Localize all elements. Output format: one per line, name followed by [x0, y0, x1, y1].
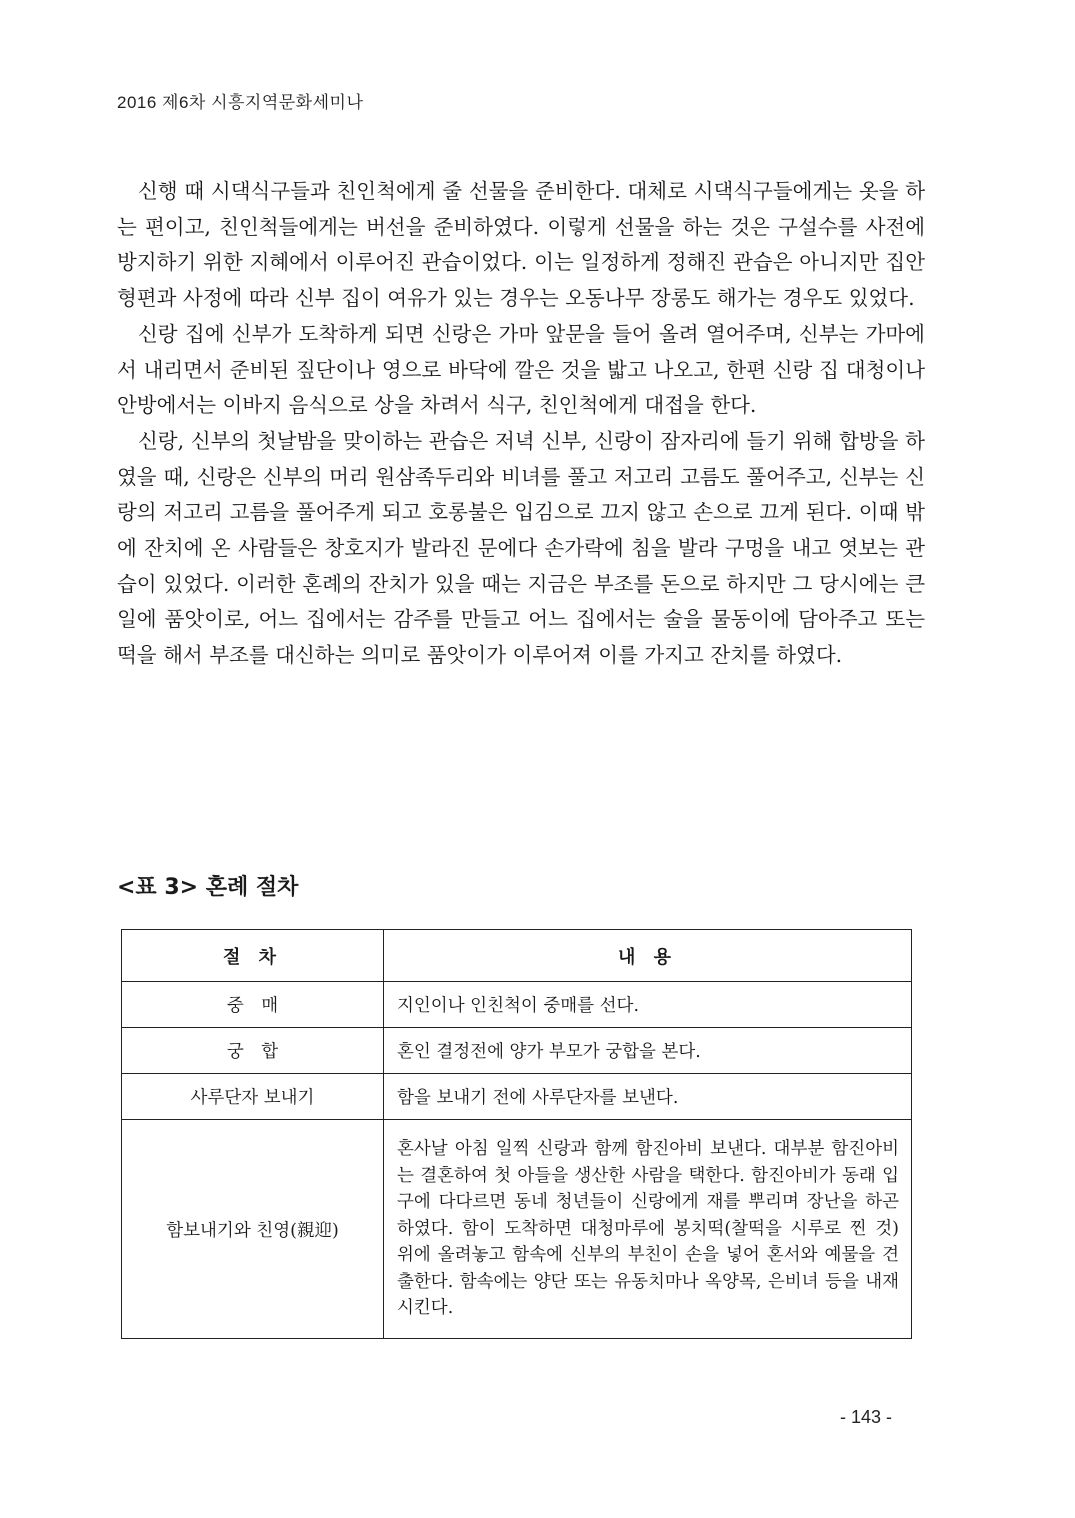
table-title: <표 3> 혼례 절차	[117, 875, 299, 900]
paragraph-gift-preparation: 신행 때 시댁식구들과 친인척에게 줄 선물을 준비한다. 대체로 시댁식구들에게는 옷을 하는 편이고, 친인척들에게는 버선을 준비하였다. 이렇게 선물을 하는 것은 구설수를 사전에 방지하기 위한 지혜에서 이루어진 관습이었다. 이는 일정하게 정해진 관습은 아니지만 집안형편과 사정에 따라 신부 집이 여유가 있는 경우는 오동나무 장롱도 해가는 경우도 있었다.	[117, 179, 925, 311]
content-cell: 혼사날 아침 일찍 신랑과 함께 함진아비 보낸다. 대부분 함진아비는 결혼하여 첫 아들을 생산한 사람을 택한다. 함진아비가 동래 입구에 다다르면 동네 청년들이 신랑에게 재를 뿌리며 장난을 하곤 하였다. 함이 도착하면 대청마루에 봉치떡(찰떡을 시루로 찐 것) 위에 올려놓고 함속에 신부의 부친이 손을 넣어 혼서와 예물을 견출한다. 함속에는 양단 또는 유동치마나 옥양목, 은비녀 등을 내재시킨다.	[384, 1120, 912, 1339]
table-row	[122, 1074, 912, 1120]
step-cell: 함보내기와 친영(親迎)	[122, 1120, 384, 1339]
paragraph-wedding-night: 신랑, 신부의 첫날밤을 맞이하는 관습은 저녁 신부, 신랑이 잠자리에 들기 위해 합방을 하였을 때, 신랑은 신부의 머리 원삼족두리와 비녀를 풀고 저고리 고름도 풀어주고, 신부는 신랑의 저고리 고름을 풀어주게 되고 호롱불은 입김으로 끄지 않고 손으로 끄게 된다. 이때 밖에 잔치에 온 사람들은 창호지가 발라진 문에다 손가락에 침을 발라 구멍을 내고 엿보는 관습이 있었다. 이러한 혼례의 잔치가 있을 때는 지금은 부조를 돈으로 하지만 그 당시에는 큰일에 품앗이로, 어느 집에서는 감주를 만들고 어느 집에서는 술을 물동이에 담아주고 또는 떡을 해서 부조를 대신하는 의미로 품앗이가 이루어져 이를 가지고 잔치를 하였다.	[117, 428, 925, 668]
step-cell: 궁 합	[122, 1028, 384, 1074]
table-header-row	[122, 930, 912, 982]
wedding-procedure-table	[121, 929, 912, 1339]
page-number: - 143 -	[840, 1407, 893, 1427]
content-cell: 혼인 결정전에 양가 부모가 궁합을 본다.	[384, 1028, 912, 1074]
table-row	[122, 982, 912, 1028]
column-header-content: 내 용	[384, 930, 912, 982]
paragraph-bride-arrival: 신랑 집에 신부가 도착하게 되면 신랑은 가마 앞문을 들어 올려 열어주며, 신부는 가마에서 내리면서 준비된 짚단이나 영으로 바닥에 깔은 것을 밟고 나오고, 한편 신랑 집 대청이나 안방에서는 이바지 음식으로 상을 차려서 식구, 친인척에게 대접을 한다.	[117, 321, 925, 418]
body-text	[117, 174, 925, 674]
step-cell: 중 매	[122, 982, 384, 1028]
running-header: 2016 제6차 시흥지역문화세미나	[117, 93, 364, 112]
content-cell: 지인이나 인친척이 중매를 선다.	[384, 982, 912, 1028]
table-row	[122, 1120, 912, 1339]
table-row	[122, 1028, 912, 1074]
step-cell: 사루단자 보내기	[122, 1074, 384, 1120]
content-cell: 함을 보내기 전에 사루단자를 보낸다.	[384, 1074, 912, 1120]
column-header-step: 절 차	[122, 930, 384, 982]
